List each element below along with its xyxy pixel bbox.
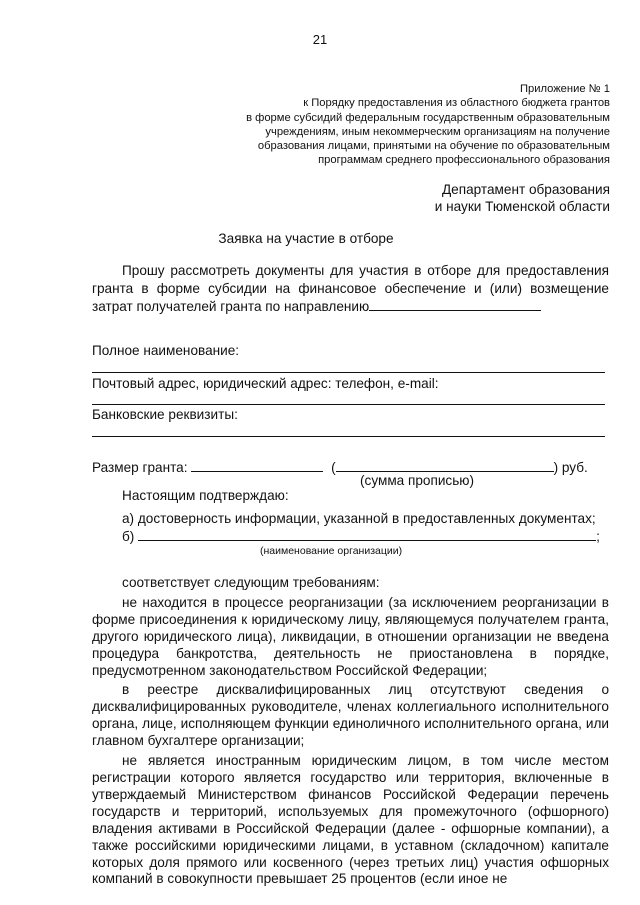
requirement-item: в реестре дисквалифицированных лиц отсутствуют сведения о дисквалифицированных руководителе, членах коллегиального исполнительного органа, лице, исполняющем функции единоличного исполнительного органа, или главном бухгалтере организации; xyxy=(92,682,609,749)
confirm-lead: Настоящим подтверждаю: xyxy=(122,488,289,503)
address-label: Почтовый адрес, юридический адрес: телефон, e-mail: xyxy=(92,376,439,391)
requirements-lead: соответствует следующим требованиям: xyxy=(122,575,380,590)
appendix-line: к Порядку предоставления из областного бюджета грантов xyxy=(303,97,610,110)
confirm-item-b xyxy=(122,527,600,544)
full-name-line xyxy=(92,372,605,373)
addressee-line: Департамент образования xyxy=(441,182,610,197)
appendix-line: программам среднего профессионального образования xyxy=(318,154,610,167)
organization-name-line xyxy=(138,527,596,541)
rub-label: ) руб. xyxy=(553,460,588,475)
address-line xyxy=(92,404,605,405)
requirement-item: не является иностранным юридическим лицом, в том числе местом регистрации которого является государство или территория, включенные в утверждаемый Министерством финансов Российской Федерации перечень государств и территорий, используемых для промежуточного (офшорного) владения активами в Российской Федерации (далее - офшорные компании), а также российскими юридическими лицами, в уставном (складочном) капитале которых доля прямого или косвенного (через третьих лиц) участия офшорных компаний в совокупности превышает 25 процентов (если иное не xyxy=(92,753,609,887)
bank-line xyxy=(92,436,605,437)
confirm-item-a: а) достоверность информации, указанной в предоставленных документах; xyxy=(122,511,596,526)
grant-size-row xyxy=(92,458,588,475)
addressee xyxy=(435,181,610,215)
full-name-label: Полное наименование: xyxy=(92,343,240,358)
appendix-line: Приложение № 1 xyxy=(519,83,610,95)
addressee-line: и науки Тюменской области xyxy=(434,199,610,214)
appendix-line: в форме субсидий федеральным государственным образовательным xyxy=(246,111,610,124)
request-paragraph xyxy=(92,262,609,316)
page-number: 21 xyxy=(312,32,328,47)
grant-words-line xyxy=(336,458,554,472)
grant-size-label: Размер гранта: xyxy=(92,460,188,475)
request-text: Прошу рассмотреть документы для участия в отборе для предоставления гранта в форме субсидии на финансовое обеспечение и (или) возмещение затрат получателей гранта по направлению xyxy=(92,263,609,314)
grant-amount-line xyxy=(191,458,323,472)
open-paren: ( xyxy=(331,460,336,475)
sum-caption: (сумма прописью) xyxy=(360,473,475,488)
item-b-suffix: ; xyxy=(596,529,600,544)
requirements-block xyxy=(92,575,609,891)
document-title: Заявка на участие в отборе xyxy=(218,231,394,246)
appendix-line: образования лицами, принятыми на обучение по образовательным xyxy=(257,140,610,153)
org-caption: (наименование организации) xyxy=(260,545,403,557)
requirement-item: не находится в процессе реорганизации (за исключением реорганизации в форме присоединения к юридическому лицу, являющемуся получателем гранта, другого юридического лица), ликвидации, в отношении организации не введена процедура банкротства, деятельность не приостановлена в порядке, предусмотренном законодательством Российской Федерации; xyxy=(92,594,609,678)
appendix-line: учреждениям, иным некоммерческим организациям на получение xyxy=(265,125,610,138)
item-b-prefix: б) xyxy=(122,529,135,544)
direction-blank-line xyxy=(369,297,541,311)
appendix-header xyxy=(190,82,610,168)
bank-label: Банковские реквизиты: xyxy=(92,407,238,422)
